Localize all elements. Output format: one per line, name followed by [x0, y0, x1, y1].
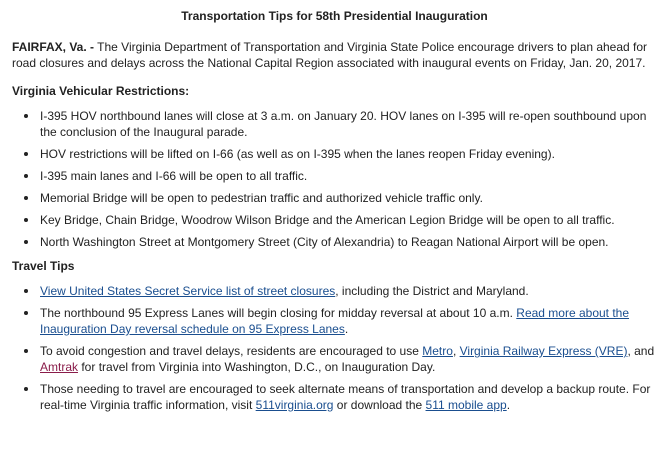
511virginia-link[interactable]: 511virginia.org: [255, 398, 334, 412]
vre-link[interactable]: Virginia Railway Express (VRE): [459, 344, 628, 358]
tip-text: or download the: [333, 398, 426, 412]
express-lanes-schedule-link[interactable]: Read more about the Inauguration Day reversal schedule on 95 Express Lanes: [40, 306, 630, 336]
tip-text: , and: [627, 344, 655, 358]
list-item: [22, 283, 657, 299]
list-item: Key Bridge, Chain Bridge, Woodrow Wilson Bridge and the American Legion Bridge will be open to all traffic.: [22, 212, 657, 228]
tip-text: .: [344, 322, 349, 336]
list-item: I-395 HOV northbound lanes will close at 3 a.m. on January 20. HOV lanes on I-395 will re-open southbound upon the conclusion of the Inaugural parade.: [22, 108, 657, 140]
page-title: Transportation Tips for 58th Presidential Inauguration: [181, 9, 488, 23]
restrictions-list: [12, 108, 657, 250]
tip-text: ,: [452, 344, 460, 358]
list-item: [22, 305, 657, 337]
511-mobile-app-link[interactable]: 511 mobile app: [425, 398, 507, 412]
restrictions-heading: Virginia Vehicular Restrictions:: [12, 84, 190, 98]
travel-tips-heading: Travel Tips: [12, 259, 75, 273]
tip-text: , including the District and Maryland.: [335, 284, 529, 298]
intro-paragraph: [12, 39, 657, 71]
tip-text: .: [506, 398, 511, 412]
tip-text: for travel from Virginia into Washington, D.C., on Inauguration Day.: [78, 360, 436, 374]
amtrak-link[interactable]: Amtrak: [40, 360, 79, 374]
travel-tips-list: [12, 283, 657, 413]
list-item: [22, 381, 657, 413]
list-item: HOV restrictions will be lifted on I-66 (as well as on I-395 when the lanes reopen Friday evening).: [22, 146, 657, 162]
tip-text: To avoid congestion and travel delays, residents are encouraged to use: [40, 344, 423, 358]
secret-service-closures-link[interactable]: View United States Secret Service list of street closures: [40, 284, 336, 298]
list-item: I-395 main lanes and I-66 will be open to all traffic.: [22, 168, 657, 184]
list-item: North Washington Street at Montgomery Street (City of Alexandria) to Reagan National Airport will be open.: [22, 234, 657, 250]
metro-link[interactable]: Metro: [422, 344, 453, 358]
dateline: FAIRFAX, Va. -: [12, 40, 95, 54]
tip-text: The northbound 95 Express Lanes will begin closing for midday reversal at about 10 a.m.: [40, 306, 517, 320]
list-item: [22, 343, 657, 375]
intro-text: The Virginia Department of Transportation and Virginia State Police encourage drivers to plan ahead for road closures and delays across the National Capital Region associated with inaugural events on Friday, Jan. 20, 2017.: [12, 40, 648, 70]
tip-text: Those needing to travel are encouraged to seek alternate means of transportation and develop a backup route. For real-time Virginia traffic information, visit: [40, 382, 651, 412]
list-item: Memorial Bridge will be open to pedestrian traffic and authorized vehicle traffic only.: [22, 190, 657, 206]
